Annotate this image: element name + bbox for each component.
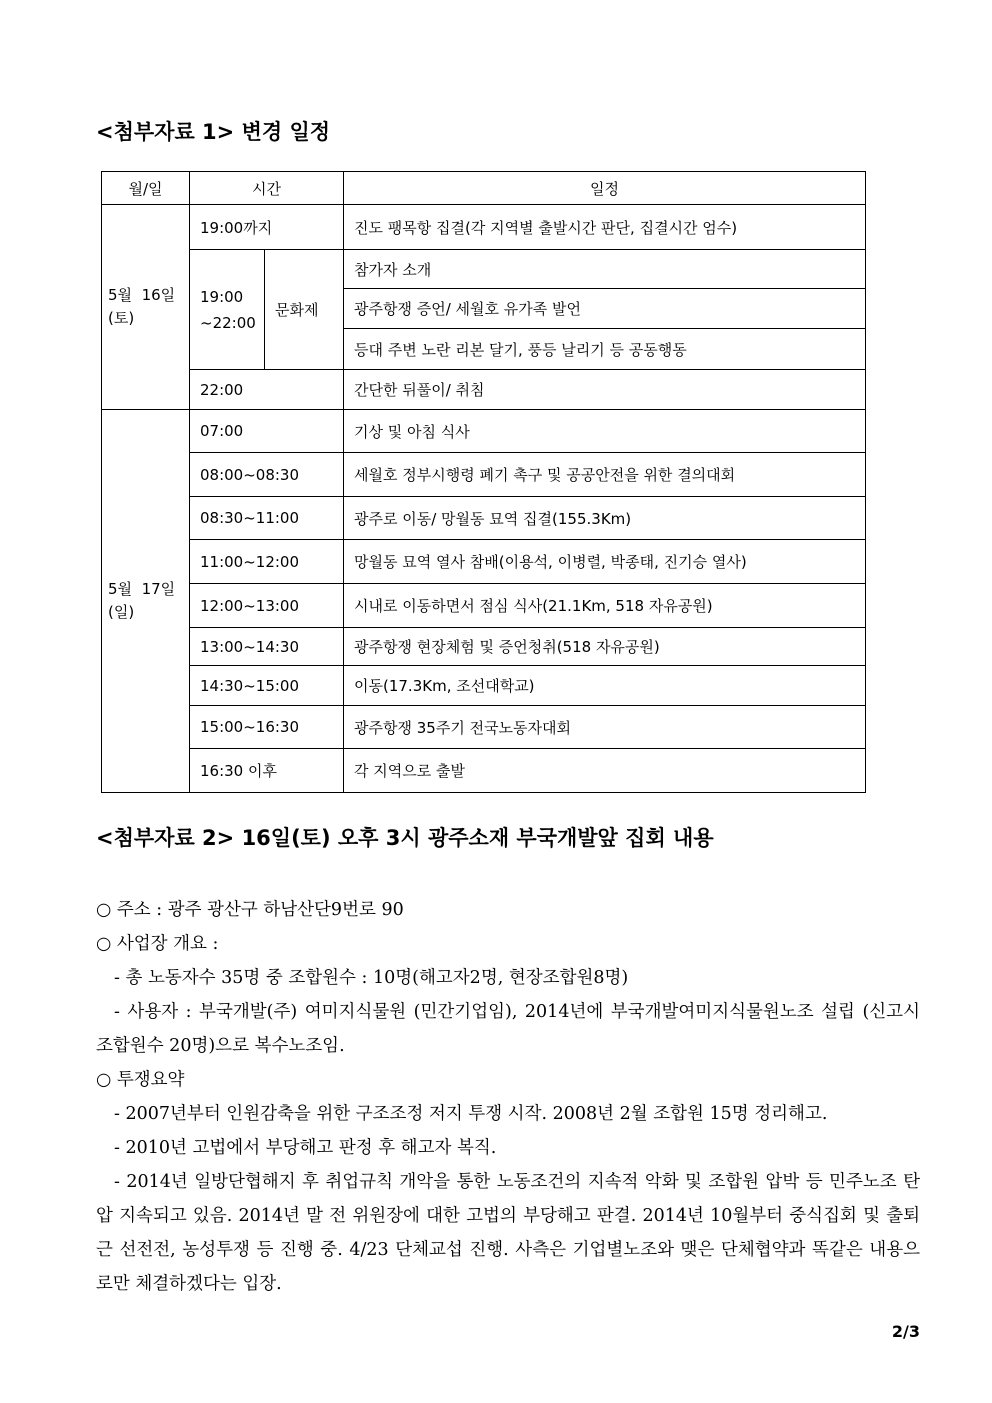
schedule-table — [101, 171, 866, 793]
event-cell: 참가자 소개 — [344, 250, 866, 289]
time-cell: 13:00~14:30 — [190, 628, 344, 666]
table-row — [102, 453, 866, 497]
time-cell: 11:00~12:00 — [190, 540, 344, 584]
overview-item: - 총 노동자수 35명 중 조합원수 : 10명(해고자2명, 현장조합원8명) — [114, 968, 629, 988]
time-end: ~22:00 — [200, 313, 256, 332]
table-row — [102, 540, 866, 584]
table-row — [102, 706, 866, 749]
struggle-item: - 2014년 일방단협해지 후 취업규칙 개악을 통한 노동조건의 지속적 악화 및 조합원 압박 등 민주노조 탄압 지속되고 있음. 2014년 말 전 위원장에 대한 고법의 부당해고 판결. 2014년 10월부터 중식집회 및 출퇴근 선전전, 농성투쟁 등 진행 중. 4/23 단체교섭 진행. 사측은 기업별노조와 맺은 단체협약과 똑같은 내용으로만 체결하겠다는 입장. — [96, 1172, 920, 1294]
time-cell: 07:00 — [190, 410, 344, 453]
event-cell: 간단한 뒤풀이/ 취침 — [344, 370, 866, 410]
struggle-heading: ○ 투쟁요약 — [96, 1070, 185, 1090]
time-cell: 16:30 이후 — [190, 749, 344, 793]
festival-label-cell: 문화제 — [265, 250, 344, 370]
table-row — [102, 749, 866, 793]
event-cell: 광주로 이동/ 망월동 묘역 집결(155.3Km) — [344, 497, 866, 540]
festival-time-cell — [190, 250, 265, 370]
event-cell: 광주항쟁 증언/ 세월호 유가족 발언 — [344, 289, 866, 329]
table-row — [102, 584, 866, 628]
table-header-row — [102, 172, 866, 205]
attachment1-title: <첨부자료 1> 변경 일정 — [96, 120, 331, 144]
event-cell: 세월호 정부시행령 폐기 촉구 및 공공안전을 위한 결의대회 — [344, 453, 866, 497]
struggle-item: - 2007년부터 인원감축을 위한 구조조정 저지 투쟁 시작. 2008년 2월 조합원 15명 정리해고. — [114, 1104, 828, 1124]
event-cell: 망월동 묘역 열사 참배(이용석, 이병렬, 박종태, 진기승 열사) — [344, 540, 866, 584]
table-row — [102, 370, 866, 410]
overview-item: - 사용자 : 부국개발(주) 여미지식물원 (민간기업임), 2014년에 부국개발여미지식물원노조 설립 (신고시 조합원수 20명)으로 복수노조임. — [96, 1002, 920, 1056]
table-row — [102, 666, 866, 706]
date-label: 5월 17일 — [108, 580, 176, 598]
event-cell: 이동(17.3Km, 조선대학교) — [344, 666, 866, 706]
time-cell: 22:00 — [190, 370, 344, 410]
attachment2-title: <첨부자료 2> 16일(토) 오후 3시 광주소재 부국개발앞 집회 내용 — [96, 826, 714, 850]
address-line: ○ 주소 : 광주 광산구 하남산단9번로 90 — [96, 900, 404, 920]
weekday-label: (토) — [108, 309, 135, 327]
table-row — [102, 250, 866, 289]
event-cell: 시내로 이동하면서 점심 식사(21.1Km, 518 자유공원) — [344, 584, 866, 628]
header-event: 일정 — [344, 172, 866, 205]
attachment2-body — [96, 893, 920, 1301]
table-row — [102, 205, 866, 250]
table-row — [102, 628, 866, 666]
overview-heading: ○ 사업장 개요 : — [96, 934, 219, 954]
date-cell-day2 — [102, 410, 190, 793]
date-cell-day1 — [102, 205, 190, 410]
time-cell: 12:00~13:00 — [190, 584, 344, 628]
event-cell: 기상 및 아침 식사 — [344, 410, 866, 453]
time-start: 19:00 — [200, 287, 244, 306]
time-cell: 08:30~11:00 — [190, 497, 344, 540]
header-date: 월/일 — [102, 172, 190, 205]
time-cell: 19:00까지 — [190, 205, 344, 250]
event-cell: 각 지역으로 출발 — [344, 749, 866, 793]
table-row — [102, 497, 866, 540]
event-cell: 광주항쟁 35주기 전국노동자대회 — [344, 706, 866, 749]
event-cell: 광주항쟁 현장체험 및 증언청취(518 자유공원) — [344, 628, 866, 666]
weekday-label: (일) — [108, 603, 135, 621]
time-cell: 14:30~15:00 — [190, 666, 344, 706]
event-cell: 진도 팽목항 집결(각 지역별 출발시간 판단, 집결시간 엄수) — [344, 205, 866, 250]
event-cell: 등대 주변 노란 리본 달기, 풍등 날리기 등 공동행동 — [344, 329, 866, 370]
struggle-item: - 2010년 고법에서 부당해고 판정 후 해고자 복직. — [114, 1138, 497, 1158]
table-row — [102, 410, 866, 453]
page-number: 2/3 — [891, 1322, 920, 1341]
time-cell: 15:00~16:30 — [190, 706, 344, 749]
date-label: 5월 16일 — [108, 286, 176, 304]
header-time: 시간 — [190, 172, 344, 205]
time-cell: 08:00~08:30 — [190, 453, 344, 497]
